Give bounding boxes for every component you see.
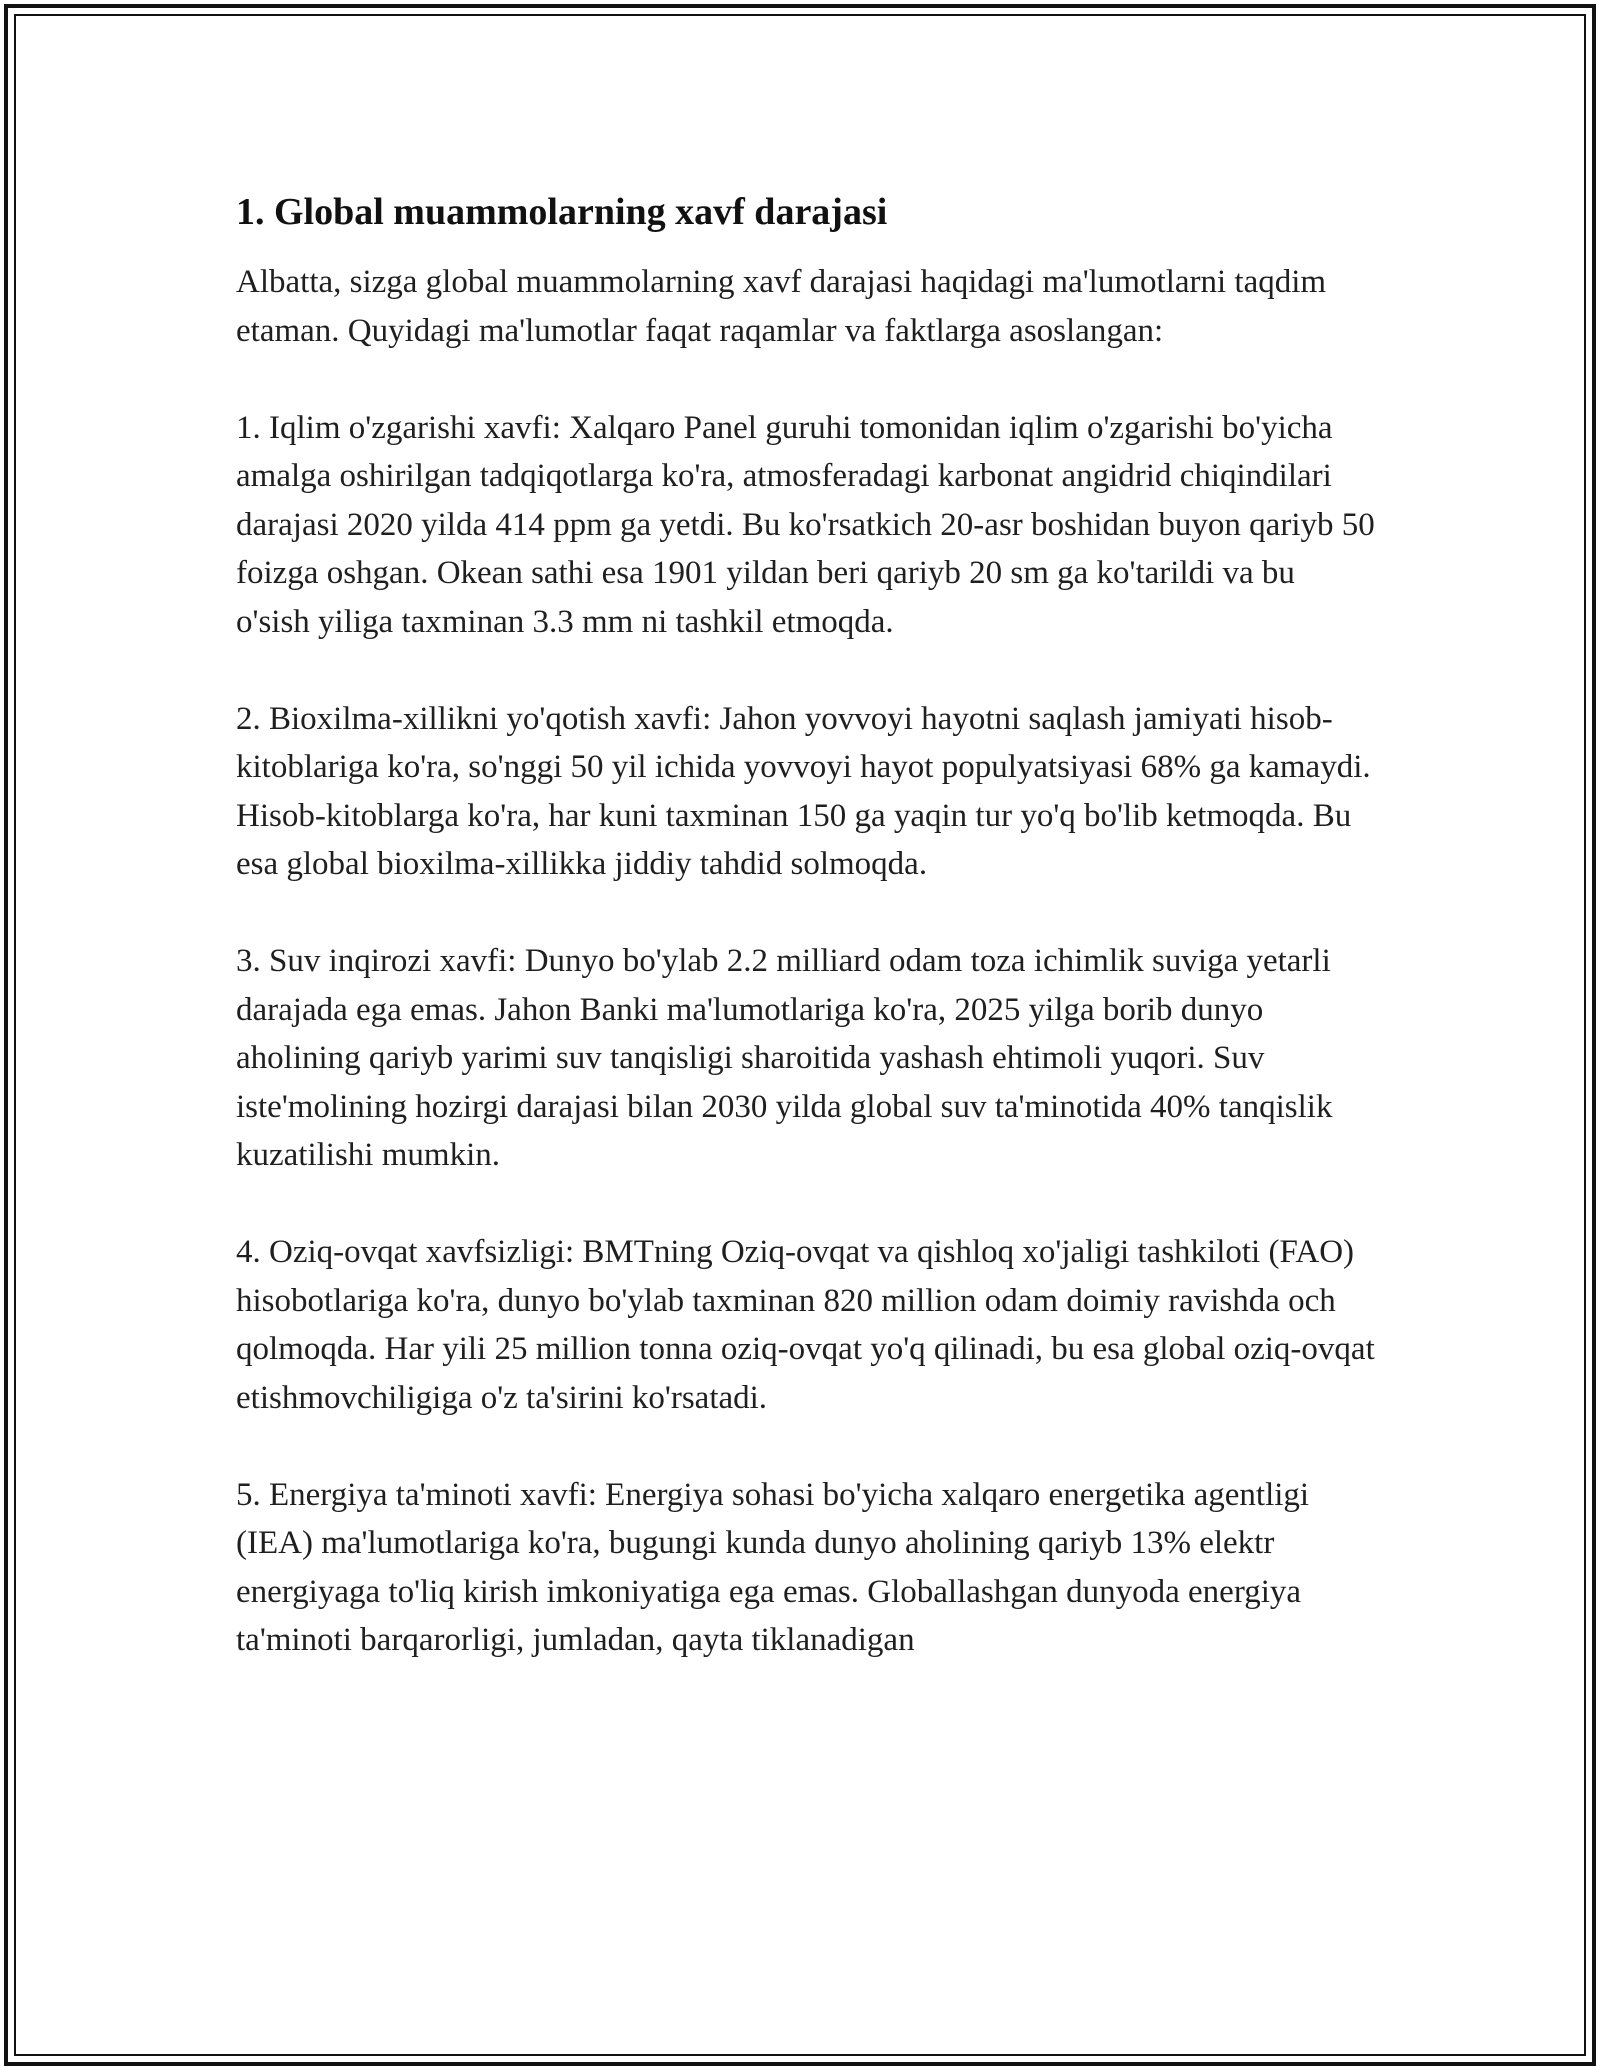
intro-paragraph: Albatta, sizga global muammolarning xavf darajasi haqidagi ma'lumotlarni taqdim etaman. Quyidagi ma'lumotlar faqat raqamlar va faktlarga asoslangan: [236, 264, 1327, 349]
document-title: 1. Global muammolarning xavf darajasi [236, 191, 888, 233]
item-food-security: 4. Oziq-ovqat xavfsizligi: BMTning Oziq-ovqat va qishloq xo'jaligi tashkiloti (FAO) hisobotlariga ko'ra, dunyo bo'ylab taxminan 820 million odam doimiy ravishda och qolmoqda. Har yili 25 million tonna oziq-ovqat yo'q qilinadi, bu esa global oziq-ovqat etishmovchiligiga o'z ta'sirini ko'rsatadi. [236, 1234, 1375, 1416]
item-biodiversity-loss: 2. Bioxilma-xillikni yo'qotish xavfi: Jahon yovvoyi hayotni saqlash jamiyati hisob-kitoblariga ko'ra, so'nggi 50 yil ichida yovvoyi hayot populyatsiyasi 68% ga kamaydi. Hisob-kitoblarga ko'ra, har kuni taxminan 150 ga yaqin tur yo'q bo'lib ketmoqda. Bu esa global bioxilma-xillikka jiddiy tahdid solmoqda. [236, 700, 1371, 882]
document-body [236, 186, 1376, 1665]
item-water-crisis: 3. Suv inqirozi xavfi: Dunyo bo'ylab 2.2 milliard odam toza ichimlik suviga yetarli darajada ega emas. Jahon Banki ma'lumotlariga ko'ra, 2025 yilga borib dunyo aholining qariyb yarimi suv tanqisligi sharoitida yashash ehtimoli yuqori. Suv iste'molining hozirgi darajasi bilan 2030 yilda global suv ta'minotida 40% tanqislik kuzatilishi mumkin. [236, 943, 1333, 1173]
item-energy-supply: 5. Energiya ta'minoti xavfi: Energiya sohasi bo'yicha xalqaro energetika agentligi (IEA) ma'lumotlariga ko'ra, bugungi kunda dunyo aholining qariyb 13% elektr energiyaga to'liq kirish imkoniyatiga ega emas. Globallashgan dunyoda energiya ta'minoti barqarorligi, jumladan, qayta tiklanadigan [236, 1476, 1310, 1658]
item-climate-change: 1. Iqlim o'zgarishi xavfi: Xalqaro Panel guruhi tomonidan iqlim o'zgarishi bo'yicha amalga oshirilgan tadqiqotlarga ko'ra, atmosferadagi karbonat angidrid chiqindilari darajasi 2020 yilda 414 ppm ga yetdi. Bu ko'rsatkich 20-asr boshidan buyon qariyb 50 foizga oshgan. Okean sathi esa 1901 yildan beri qariyb 20 sm ga ko'tarildi va bu o'sish yiliga taxminan 3.3 mm ni tashkil etmoqda. [236, 409, 1375, 640]
